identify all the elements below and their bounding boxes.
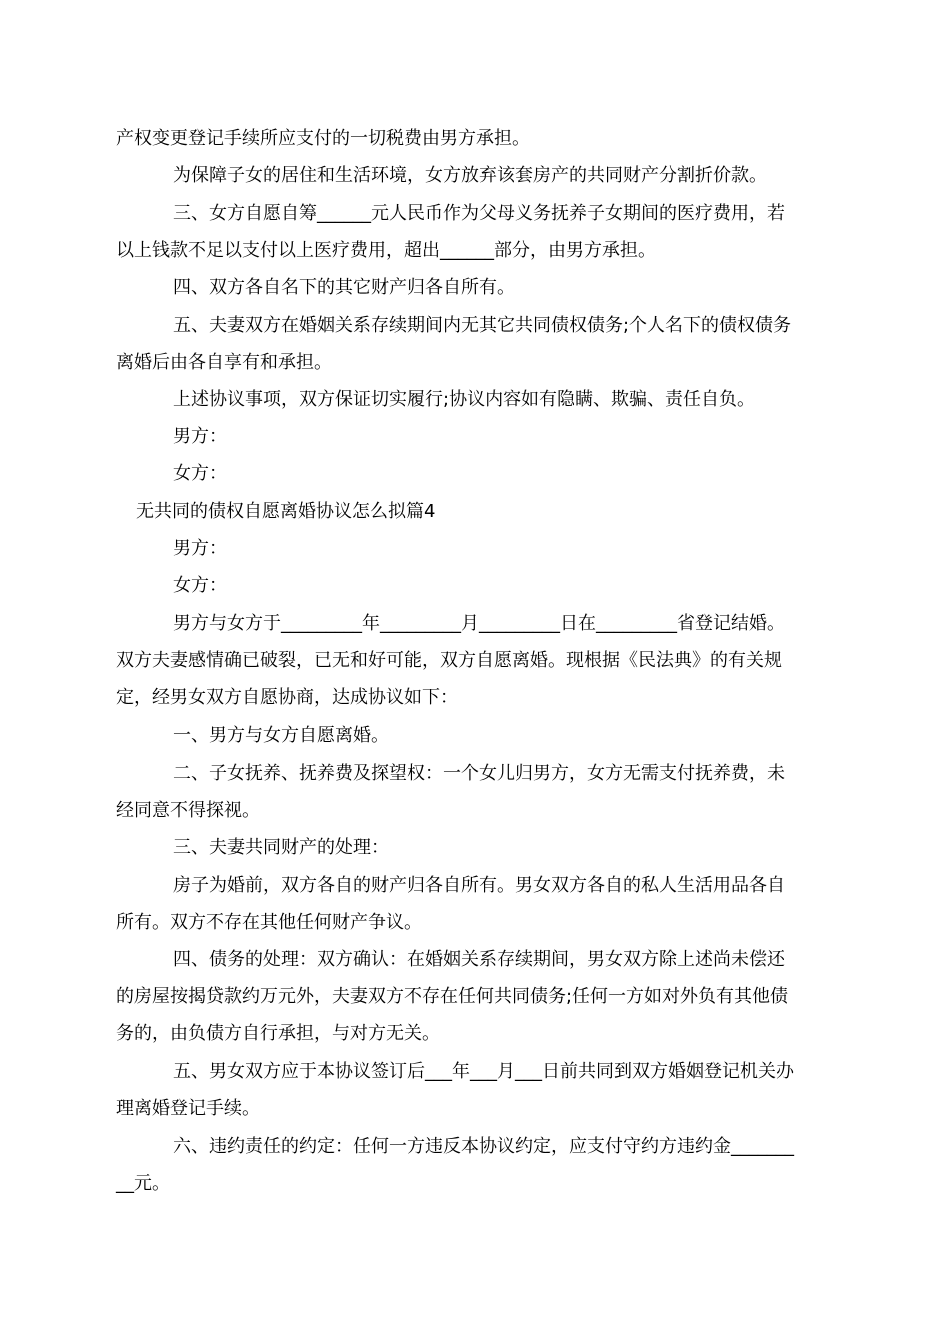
- paragraph-1: [116, 120, 836, 157]
- heading-text: 无共同的债权自愿离婚协议怎么拟篇4: [136, 501, 436, 522]
- text-line: 离婚后由各自享有和承担。: [116, 352, 332, 373]
- text-line: 男方与女方于_________年_________月_________日在_________省登记结婚。: [173, 613, 785, 634]
- text-line: 男方：: [173, 538, 227, 559]
- text-line: __元。: [116, 1173, 170, 1194]
- text-line: 以上钱款不足以支付以上医疗费用，超出______部分，由男方承担。: [116, 240, 656, 261]
- clause-6: [116, 1128, 836, 1202]
- party-male: [116, 530, 836, 567]
- paragraph-6: [116, 381, 836, 418]
- text-line: 为保障子女的居住和生活环境，女方放弃该套房产的共同财产分割折价款。: [173, 165, 767, 186]
- paragraph-marriage: [116, 605, 836, 716]
- clause-3: [116, 829, 836, 866]
- text-line: 三、夫妻共同财产的处理：: [173, 837, 389, 858]
- clause-1: [116, 717, 836, 754]
- text-line: 经同意不得探视。: [116, 800, 260, 821]
- text-line: 一、男方与女方自愿离婚。: [173, 725, 389, 746]
- text-line: 女方：: [173, 575, 227, 596]
- signature-male: [116, 418, 836, 455]
- signature-female: [116, 455, 836, 492]
- text-line: 理离婚登记手续。: [116, 1098, 260, 1119]
- text-line: 女方：: [173, 463, 227, 484]
- paragraph-2: [116, 157, 836, 194]
- text-line: 所有。双方不存在其他任何财产争议。: [116, 912, 422, 933]
- text-line: 四、债务的处理：双方确认：在婚姻关系存续期间，男女双方除上述尚未偿还: [173, 949, 785, 970]
- text-line: 的房屋按揭贷款约万元外，夫妻双方不存在任何共同债务;任何一方如对外负有其他债: [116, 986, 789, 1007]
- text-line: 上述协议事项，双方保证切实履行;协议内容如有隐瞒、欺骗、责任自负。: [173, 389, 756, 410]
- text-line: 五、男女双方应于本协议签订后___年___月___日前共同到双方婚姻登记机关办: [173, 1061, 794, 1082]
- text-line: 房子为婚前，双方各自的财产归各自所有。男女双方各自的私人生活用品各自: [173, 875, 785, 896]
- clause-2: [116, 755, 836, 829]
- text-line: 定，经男女双方自愿协商，达成协议如下：: [116, 687, 458, 708]
- text-line: 六、违约责任的约定：任何一方违反本协议约定，应支付守约方违约金_______: [173, 1136, 794, 1157]
- party-female: [116, 567, 836, 604]
- section-heading: [116, 493, 836, 530]
- text-line: 三、女方自愿自筹______元人民币作为父母义务抚养子女期间的医疗费用，若: [173, 203, 785, 224]
- clause-5: [116, 1053, 836, 1127]
- clause-4: [116, 941, 836, 1052]
- text-line: 四、双方各自名下的其它财产归各自所有。: [173, 277, 515, 298]
- clause-3-detail: [116, 867, 836, 941]
- text-line: 二、子女抚养、抚养费及探望权：一个女儿归男方，女方无需支付抚养费，未: [173, 763, 785, 784]
- paragraph-3: [116, 195, 836, 269]
- text-line: 产权变更登记手续所应支付的一切税费由男方承担。: [116, 128, 530, 149]
- paragraph-5: [116, 307, 836, 381]
- text-line: 男方：: [173, 426, 227, 447]
- text-line: 务的，由负债方自行承担，与对方无关。: [116, 1023, 440, 1044]
- paragraph-4: [116, 269, 836, 306]
- text-line: 双方夫妻感情确已破裂，已无和好可能，双方自愿离婚。现根据《民法典》的有关规: [116, 650, 782, 671]
- text-line: 五、夫妻双方在婚姻关系存续期间内无其它共同债权债务;个人名下的债权债务: [173, 315, 792, 336]
